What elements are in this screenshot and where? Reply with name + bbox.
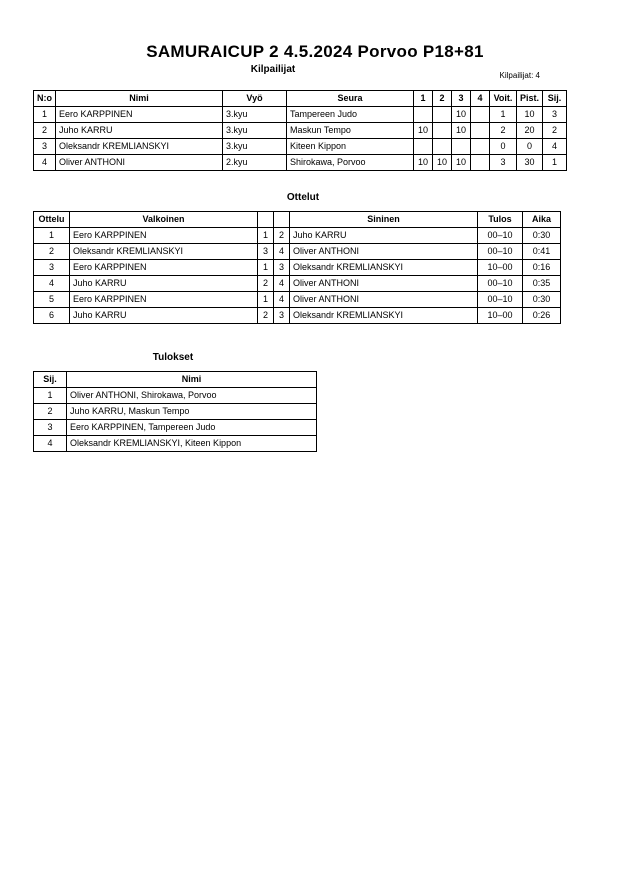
cell-match-no: 5 [34,292,70,308]
cell-points: 20 [517,123,543,139]
table-row [34,388,317,404]
cell-club: Tampereen Judo [287,107,414,123]
cell-match-no: 6 [34,308,70,324]
col-round-1: 1 [414,91,433,107]
cell-blue: Oleksandr KREMLIANSKYI [290,260,478,276]
cell-blue-no: 4 [274,244,290,260]
cell-round-4 [471,139,490,155]
cell-round-3: 10 [452,123,471,139]
col-rank: Sij. [34,372,67,388]
cell-time: 0:30 [523,228,561,244]
cell-rank: 2 [34,404,67,420]
col-club: Seura [287,91,414,107]
col-round-4: 4 [471,91,490,107]
cell-white: Juho KARRU [70,308,258,324]
cell-no: 4 [34,155,56,171]
cell-result: 00–10 [478,276,523,292]
col-match-no: Ottelu [34,212,70,228]
cell-round-2 [433,139,452,155]
table-row [34,436,317,452]
cell-no: 3 [34,139,56,155]
table-row [34,292,561,308]
cell-wins: 0 [490,139,517,155]
cell-points: 0 [517,139,543,155]
cell-white-no: 1 [258,260,274,276]
col-name: Nimi [56,91,223,107]
cell-name: Oleksandr KREMLIANSKYI, Kiteen Kippon [67,436,317,452]
col-time: Aika [523,212,561,228]
table-row [34,107,567,123]
cell-time: 0:41 [523,244,561,260]
col-white: Valkoinen [70,212,258,228]
cell-rank: 4 [543,139,567,155]
cell-belt: 2.kyu [223,155,287,171]
table-row [34,420,317,436]
cell-name: Oleksandr KREMLIANSKYI [56,139,223,155]
competitors-table [33,90,567,171]
table-row [34,155,567,171]
col-blue-no [274,212,290,228]
results-table [33,371,317,452]
cell-white-no: 1 [258,228,274,244]
cell-wins: 3 [490,155,517,171]
cell-points: 30 [517,155,543,171]
cell-belt: 3.kyu [223,107,287,123]
cell-name: Eero KARPPINEN [56,107,223,123]
col-rank: Sij. [543,91,567,107]
cell-club: Kiteen Kippon [287,139,414,155]
page-title: SAMURAICUP 2 4.5.2024 Porvoo P18+81 [146,42,484,61]
cell-blue: Oliver ANTHONI [290,276,478,292]
cell-match-no: 4 [34,276,70,292]
matches-section-label: Ottelut [286,192,320,203]
cell-white: Eero KARPPINEN [70,260,258,276]
col-blue: Sininen [290,212,478,228]
cell-result: 10–00 [478,260,523,276]
cell-blue: Juho KARRU [290,228,478,244]
cell-match-no: 2 [34,244,70,260]
cell-result: 00–10 [478,292,523,308]
cell-blue-no: 3 [274,308,290,324]
cell-points: 10 [517,107,543,123]
table-row [34,139,567,155]
cell-name: Eero KARPPINEN, Tampereen Judo [67,420,317,436]
cell-name: Juho KARRU [56,123,223,139]
cell-time: 0:35 [523,276,561,292]
cell-match-no: 3 [34,260,70,276]
cell-blue: Oliver ANTHONI [290,244,478,260]
cell-blue-no: 2 [274,228,290,244]
cell-belt: 3.kyu [223,123,287,139]
table-row [34,276,561,292]
matches-table [33,211,561,324]
cell-round-1 [414,107,433,123]
table-row [34,123,567,139]
cell-round-1: 10 [414,155,433,171]
cell-round-4 [471,155,490,171]
cell-no: 2 [34,123,56,139]
cell-result: 00–10 [478,244,523,260]
table-row [34,228,561,244]
cell-round-4 [471,107,490,123]
cell-white-no: 2 [258,308,274,324]
cell-wins: 2 [490,123,517,139]
col-belt: Vyö [223,91,287,107]
table-row [34,244,561,260]
col-wins: Voit. [490,91,517,107]
table-header-row [34,372,317,388]
col-white-no [258,212,274,228]
col-name: Nimi [67,372,317,388]
cell-club: Maskun Tempo [287,123,414,139]
col-no: N:o [34,91,56,107]
cell-white-no: 1 [258,292,274,308]
cell-round-1: 10 [414,123,433,139]
cell-round-2: 10 [433,155,452,171]
cell-match-no: 1 [34,228,70,244]
cell-belt: 3.kyu [223,139,287,155]
cell-time: 0:16 [523,260,561,276]
cell-result: 10–00 [478,308,523,324]
cell-white: Oleksandr KREMLIANSKYI [70,244,258,260]
cell-rank: 3 [34,420,67,436]
cell-name: Oliver ANTHONI, Shirokawa, Porvoo [67,388,317,404]
cell-name: Juho KARRU, Maskun Tempo [67,404,317,420]
cell-white: Eero KARPPINEN [70,292,258,308]
cell-round-2 [433,107,452,123]
cell-white-no: 2 [258,276,274,292]
results-section-label: Tulokset [152,352,194,363]
cell-name: Oliver ANTHONI [56,155,223,171]
cell-round-4 [471,123,490,139]
cell-rank: 1 [34,388,67,404]
cell-white: Juho KARRU [70,276,258,292]
cell-white: Eero KARPPINEN [70,228,258,244]
col-result: Tulos [478,212,523,228]
cell-rank: 3 [543,107,567,123]
col-round-2: 2 [433,91,452,107]
table-header-row [34,212,561,228]
cell-round-2 [433,123,452,139]
cell-wins: 1 [490,107,517,123]
cell-white-no: 3 [258,244,274,260]
col-points: Pist. [517,91,543,107]
cell-round-3 [452,139,471,155]
cell-blue: Oleksandr KREMLIANSKYI [290,308,478,324]
competitors-count: Kilpailijat: 4 [499,71,540,80]
table-row [34,404,317,420]
cell-round-1 [414,139,433,155]
cell-rank: 1 [543,155,567,171]
cell-no: 1 [34,107,56,123]
cell-rank: 2 [543,123,567,139]
cell-round-3: 10 [452,155,471,171]
cell-blue-no: 4 [274,276,290,292]
cell-result: 00–10 [478,228,523,244]
cell-rank: 4 [34,436,67,452]
cell-time: 0:30 [523,292,561,308]
col-round-3: 3 [452,91,471,107]
table-row [34,260,561,276]
table-row [34,308,561,324]
competitors-section-label: Kilpailijat [250,64,296,75]
cell-club: Shirokawa, Porvoo [287,155,414,171]
cell-blue-no: 3 [274,260,290,276]
table-header-row [34,91,567,107]
cell-blue-no: 4 [274,292,290,308]
cell-blue: Oliver ANTHONI [290,292,478,308]
cell-time: 0:26 [523,308,561,324]
cell-round-3: 10 [452,107,471,123]
